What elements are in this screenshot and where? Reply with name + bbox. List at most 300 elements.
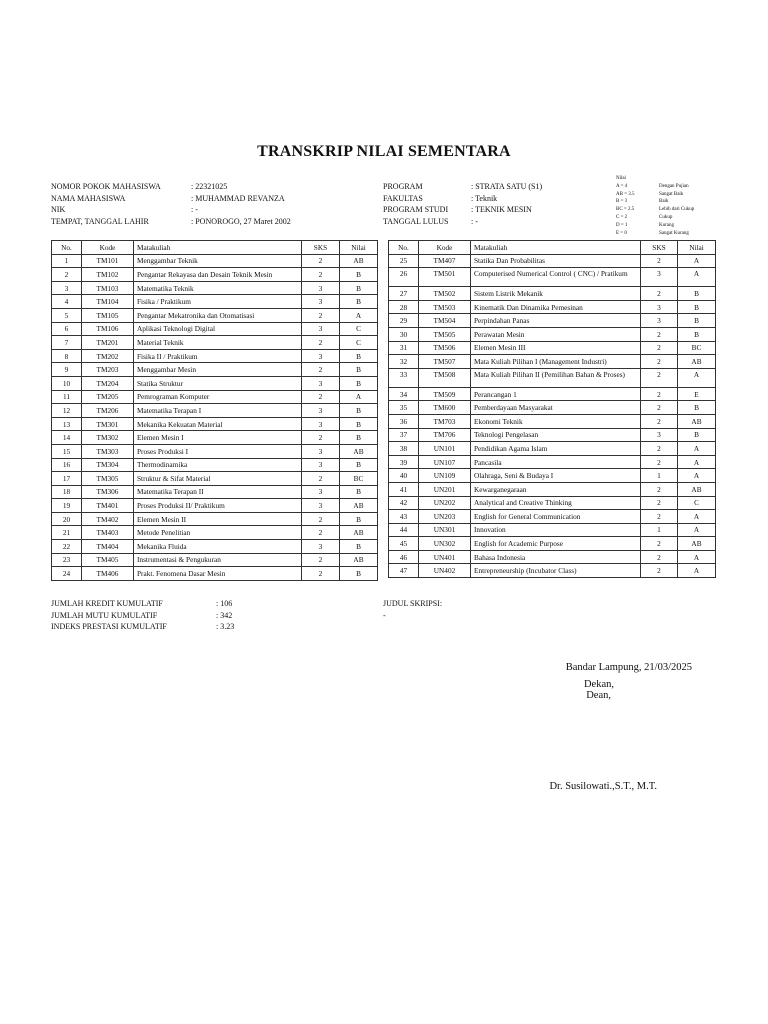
cell-nilai: AB (678, 537, 716, 551)
cell-matakuliah: Pancasila (471, 455, 641, 469)
cell-sks: 2 (302, 308, 340, 322)
table-row (52, 268, 378, 282)
summary-row (51, 621, 234, 633)
col-header-sks: SKS (641, 241, 678, 255)
info-value: : PONOROGO, 27 Maret 2002 (191, 216, 291, 226)
cell-no: 6 (52, 322, 82, 336)
cell-matakuliah: Pemberdayaan Masyarakat (471, 401, 641, 415)
table-row (52, 281, 378, 295)
info-value: : STRATA SATU (S1) (471, 182, 543, 191)
cell-kode: TM501 (419, 268, 471, 287)
cell-kode: UN401 (419, 550, 471, 564)
grade-legend (616, 175, 694, 237)
table-row (389, 496, 716, 510)
signature-role-id: Dekan, (583, 679, 614, 690)
cell-sks: 3 (302, 417, 340, 431)
student-info-left (51, 181, 351, 227)
cell-no: 38 (389, 442, 419, 456)
col-header-sks: SKS (302, 241, 340, 255)
cell-matakuliah: Pendidikan Agama Islam (471, 442, 641, 456)
cell-no: 10 (52, 376, 82, 390)
info-row (51, 193, 351, 205)
legend-grade: AB = 3.5 (616, 191, 635, 197)
cell-matakuliah: English for General Communication (471, 510, 641, 524)
cell-sks: 2 (641, 550, 678, 564)
table-row (389, 300, 716, 314)
cell-sks: 3 (302, 349, 340, 363)
cell-sks: 3 (302, 458, 340, 472)
cell-matakuliah: Analytical and Creative Thinking (471, 496, 641, 510)
cell-no: 8 (52, 349, 82, 363)
legend-grade: A = 4 (616, 183, 628, 189)
cell-kode: UN109 (419, 469, 471, 483)
cell-no: 30 (389, 327, 419, 341)
table-row (389, 523, 716, 537)
summary-label: JUMLAH MUTU KUMULATIF (51, 610, 158, 620)
cell-kode: UN202 (419, 496, 471, 510)
cell-no: 41 (389, 482, 419, 496)
info-value: : MUHAMMAD REVANZA (191, 193, 285, 203)
cell-matakuliah: Pemrograman Komputer (134, 390, 302, 404)
cell-no: 27 (389, 287, 419, 301)
table-row (389, 537, 716, 551)
cell-kode: TM102 (82, 268, 134, 282)
cell-no: 4 (52, 295, 82, 309)
cell-nilai: C (340, 322, 378, 336)
cell-kode: TM302 (82, 431, 134, 445)
cell-kode: UN302 (419, 537, 471, 551)
info-row (383, 181, 611, 193)
cell-kode: TM503 (419, 300, 471, 314)
cell-kode: TM203 (82, 363, 134, 377)
summary-value: : 3.23 (216, 622, 235, 631)
cell-nilai: AB (340, 499, 378, 513)
cell-matakuliah: Statika Dan Probabilitas (471, 254, 641, 268)
table-row (389, 387, 716, 401)
cell-nilai: B (340, 349, 378, 363)
table-row (389, 254, 716, 268)
cell-no: 9 (52, 363, 82, 377)
cell-nilai: B (340, 281, 378, 295)
cell-matakuliah: Kinematik Dan Dinamika Pemesinan (471, 300, 641, 314)
table-row (52, 390, 378, 404)
cell-matakuliah: Mekanika Kekuatan Material (134, 417, 302, 431)
cell-kode: TM103 (82, 281, 134, 295)
legend-row (616, 198, 694, 206)
cell-no: 15 (52, 444, 82, 458)
info-label: FAKULTAS (383, 193, 423, 203)
cell-no: 5 (52, 308, 82, 322)
cell-nilai: A (678, 455, 716, 469)
cell-matakuliah: Statika Struktur (134, 376, 302, 390)
summary-value: : 342 (216, 610, 233, 620)
cell-matakuliah: Perancangan 1 (471, 387, 641, 401)
summary-row (51, 610, 234, 622)
legend-desc: Lebih dari Cukup (659, 207, 695, 213)
cell-no: 34 (389, 387, 419, 401)
cell-sks: 2 (302, 431, 340, 445)
cell-nilai: A (678, 268, 716, 287)
cell-sks: 2 (641, 355, 678, 369)
cell-kode: TM706 (419, 428, 471, 442)
legend-grade: BC = 2.5 (616, 207, 635, 213)
cell-kode: TM509 (419, 387, 471, 401)
cell-kode: UN203 (419, 510, 471, 524)
cell-no: 7 (52, 336, 82, 350)
cell-matakuliah: Pengantar Rekayasa dan Desain Teknik Mesin (134, 268, 302, 282)
cell-nilai: A (678, 564, 716, 578)
courses-table-right (388, 240, 716, 578)
cell-no: 33 (389, 368, 419, 387)
cell-nilai: E (678, 387, 716, 401)
cell-sks: 2 (302, 553, 340, 567)
cell-nilai: B (340, 431, 378, 445)
signature-place-date: Bandar Lampung, 21/03/2025 (565, 662, 692, 673)
legend-desc: Kurang (659, 222, 674, 228)
cell-sks: 3 (302, 281, 340, 295)
legend-row (616, 222, 694, 230)
cell-no: 24 (52, 567, 82, 581)
cell-sks: 2 (302, 268, 340, 282)
cell-matakuliah: Proses Produksi I (134, 444, 302, 458)
cell-nilai: C (340, 336, 378, 350)
cell-no: 44 (389, 523, 419, 537)
table-row (389, 401, 716, 415)
legend-heading: Nilai (616, 176, 626, 181)
cell-matakuliah: Material Teknik (134, 336, 302, 350)
cell-no: 32 (389, 355, 419, 369)
summary-label: INDEKS PRESTASI KUMULATIF (51, 622, 167, 631)
cell-no: 23 (52, 553, 82, 567)
cell-sks: 3 (302, 404, 340, 418)
info-row (51, 216, 351, 228)
cell-nilai: AB (678, 482, 716, 496)
cell-sks: 2 (641, 401, 678, 415)
cell-sks: 2 (641, 254, 678, 268)
cell-matakuliah: Menggambar Mesin (134, 363, 302, 377)
info-label: NOMOR POKOK MAHASISWA (51, 182, 161, 191)
cell-sks: 2 (641, 368, 678, 387)
cell-kode: TM600 (419, 401, 471, 415)
cell-nilai: BC (678, 341, 716, 355)
cell-matakuliah: Perawatan Mesin (471, 327, 641, 341)
cell-matakuliah: Elemen Mesin I (134, 431, 302, 445)
cell-nilai: A (678, 523, 716, 537)
cell-nilai: B (678, 428, 716, 442)
info-value: : Teknik (471, 193, 498, 203)
cell-no: 19 (52, 499, 82, 513)
legend-desc: Baik (659, 199, 669, 205)
legend-row (616, 191, 694, 199)
cell-kode: TM304 (82, 458, 134, 472)
cell-kode: TM502 (419, 287, 471, 301)
cell-nilai: A (678, 442, 716, 456)
cell-matakuliah: Innovation (471, 523, 641, 537)
cell-matakuliah: Mata Kuliah Pilihan I (Management Industri) (471, 355, 641, 369)
cell-matakuliah: Prakt. Fenomena Dasar Mesin (134, 567, 302, 581)
cell-no: 35 (389, 401, 419, 415)
table-row (52, 444, 378, 458)
legend-row (616, 183, 694, 191)
cell-nilai: AB (678, 414, 716, 428)
table-row (389, 428, 716, 442)
cell-sks: 3 (641, 268, 678, 287)
cell-nilai: C (678, 496, 716, 510)
cell-no: 18 (52, 485, 82, 499)
table-row (52, 553, 378, 567)
cell-matakuliah: Matematika Teknik (134, 281, 302, 295)
cell-sks: 2 (302, 336, 340, 350)
cell-sks: 2 (641, 341, 678, 355)
summary-value: : 106 (216, 599, 233, 608)
cell-kode: UN301 (419, 523, 471, 537)
courses-table-left (51, 240, 378, 581)
cell-nilai: A (340, 390, 378, 404)
table-header-row (52, 241, 378, 255)
cell-sks: 2 (641, 537, 678, 551)
col-header-nilai: Nilai (340, 241, 378, 255)
cell-kode: TM506 (419, 341, 471, 355)
cell-sks: 3 (302, 485, 340, 499)
cell-sks: 3 (302, 295, 340, 309)
legend-desc: Sangat Baik (659, 191, 684, 197)
cell-no: 46 (389, 550, 419, 564)
cell-sks: 2 (641, 564, 678, 578)
table-row (52, 336, 378, 350)
legend-row (616, 206, 694, 214)
cell-no: 12 (52, 404, 82, 418)
cell-nilai: AB (340, 553, 378, 567)
table-row (389, 314, 716, 328)
cell-sks: 3 (302, 499, 340, 513)
table-row (389, 550, 716, 564)
cell-kode: UN402 (419, 564, 471, 578)
cell-no: 14 (52, 431, 82, 445)
summary-row (51, 598, 234, 610)
cell-matakuliah: Bahasa Indonesia (471, 550, 641, 564)
cell-nilai: B (340, 540, 378, 554)
cell-matakuliah: English for Academic Purpose (471, 537, 641, 551)
cell-nilai: B (678, 300, 716, 314)
cell-no: 29 (389, 314, 419, 328)
cell-matakuliah: Proses Produksi II/ Praktikum (134, 499, 302, 513)
col-header-matakuliah: Matakuliah (134, 241, 302, 255)
cell-sks: 2 (641, 510, 678, 524)
cell-no: 25 (389, 254, 419, 268)
cell-kode: UN101 (419, 442, 471, 456)
cell-matakuliah: Elemen Mesin III (471, 341, 641, 355)
cell-nilai: A (678, 550, 716, 564)
cell-matakuliah: Mekanika Fluida (134, 540, 302, 554)
cell-kode: TM403 (82, 526, 134, 540)
cell-sks: 2 (641, 287, 678, 301)
cell-sks: 2 (302, 526, 340, 540)
cell-no: 43 (389, 510, 419, 524)
cell-matakuliah: Teknologi Pengelasan (471, 428, 641, 442)
cell-no: 40 (389, 469, 419, 483)
cell-no: 42 (389, 496, 419, 510)
cell-kode: TM104 (82, 295, 134, 309)
cell-no: 11 (52, 390, 82, 404)
cell-nilai: B (340, 485, 378, 499)
cell-kode: TM106 (82, 322, 134, 336)
table-header-row (389, 241, 716, 255)
cell-nilai: B (678, 314, 716, 328)
cell-kode: UN107 (419, 455, 471, 469)
info-row (51, 181, 351, 193)
cell-kode: TM301 (82, 417, 134, 431)
signature-name: Dr. Susilowati.,S.T., M.T. (549, 781, 657, 792)
thesis-value: - (383, 610, 386, 620)
legend-desc: Cukup (659, 214, 673, 220)
cell-kode: TM407 (419, 254, 471, 268)
table-row (52, 376, 378, 390)
cell-matakuliah: Matematika Terapan I (134, 404, 302, 418)
table-row (52, 322, 378, 336)
cell-kode: TM205 (82, 390, 134, 404)
cell-kode: TM507 (419, 355, 471, 369)
col-header-matakuliah: Matakuliah (471, 241, 641, 255)
cell-nilai: AB (340, 254, 378, 268)
cell-no: 17 (52, 472, 82, 486)
cell-sks: 2 (641, 327, 678, 341)
cell-matakuliah: Aplikasi Teknologi Digital (134, 322, 302, 336)
cell-no: 36 (389, 414, 419, 428)
cell-kode: UN201 (419, 482, 471, 496)
cell-sks: 2 (641, 414, 678, 428)
legend-row (616, 214, 694, 222)
cell-matakuliah: Olahraga, Seni & Budaya I (471, 469, 641, 483)
table-row (52, 363, 378, 377)
signature-role-en: Dean, (586, 690, 611, 701)
cell-no: 3 (52, 281, 82, 295)
table-row (389, 564, 716, 578)
cell-sks: 2 (302, 254, 340, 268)
table-row (52, 567, 378, 581)
cell-nilai: A (678, 469, 716, 483)
legend-desc: Sangat Kurang (659, 230, 689, 236)
table-row (52, 526, 378, 540)
cell-kode: TM105 (82, 308, 134, 322)
cell-kode: TM401 (82, 499, 134, 513)
table-row (389, 268, 716, 287)
cell-nilai: B (340, 512, 378, 526)
cell-sks: 2 (302, 472, 340, 486)
cell-no: 2 (52, 268, 82, 282)
cell-no: 22 (52, 540, 82, 554)
info-label: NAMA MAHASISWA (51, 193, 126, 203)
table-row (389, 469, 716, 483)
courses-left-body (52, 254, 378, 580)
cell-kode: TM204 (82, 376, 134, 390)
col-header-kode: Kode (419, 241, 471, 255)
table-row (389, 414, 716, 428)
cell-kode: TM404 (82, 540, 134, 554)
cell-nilai: AB (678, 355, 716, 369)
cell-nilai: A (340, 308, 378, 322)
cell-kode: TM202 (82, 349, 134, 363)
cell-nilai: B (340, 567, 378, 581)
cell-matakuliah: Metode Penelitian (134, 526, 302, 540)
cell-no: 47 (389, 564, 419, 578)
table-row (389, 341, 716, 355)
cell-matakuliah: Thermodinamika (134, 458, 302, 472)
table-row (52, 404, 378, 418)
cell-kode: TM101 (82, 254, 134, 268)
legend-grade: C = 2 (616, 214, 628, 220)
table-row (52, 417, 378, 431)
cell-sks: 2 (641, 442, 678, 456)
cell-sks: 3 (641, 300, 678, 314)
table-row (389, 355, 716, 369)
cell-nilai: B (340, 295, 378, 309)
student-info-right (383, 181, 611, 227)
cell-matakuliah: Sistem Listrik Mekanik (471, 287, 641, 301)
cell-sks: 2 (641, 387, 678, 401)
cell-no: 28 (389, 300, 419, 314)
info-value: : TEKNIK MESIN (471, 205, 532, 214)
cell-kode: TM406 (82, 567, 134, 581)
info-label: PROGRAM (383, 182, 423, 191)
cell-matakuliah: Computerised Numerical Control ( CNC) / Pratikum (471, 268, 641, 287)
cell-nilai: BC (340, 472, 378, 486)
cell-sks: 3 (302, 376, 340, 390)
cell-nilai: A (678, 510, 716, 524)
col-header-kode: Kode (82, 241, 134, 255)
cell-nilai: B (340, 268, 378, 282)
info-label: NIK (51, 205, 66, 214)
cell-matakuliah: Elemen Mesin II (134, 512, 302, 526)
cell-nilai: B (678, 287, 716, 301)
cell-sks: 2 (302, 567, 340, 581)
table-row (389, 327, 716, 341)
cell-matakuliah: Fisika / Praktikum (134, 295, 302, 309)
page-title: TRANSKRIP NILAI SEMENTARA (257, 143, 511, 160)
cell-sks: 3 (302, 322, 340, 336)
table-row (52, 485, 378, 499)
cell-kode: TM402 (82, 512, 134, 526)
table-row (52, 254, 378, 268)
cell-kode: TM201 (82, 336, 134, 350)
cell-sks: 2 (302, 512, 340, 526)
info-row (383, 216, 611, 228)
cell-kode: TM505 (419, 327, 471, 341)
table-row (52, 499, 378, 513)
info-row (51, 204, 351, 216)
cell-nilai: B (340, 363, 378, 377)
info-row (383, 204, 611, 216)
cell-no: 37 (389, 428, 419, 442)
cell-sks: 2 (641, 455, 678, 469)
cell-matakuliah: Entrepreneurship (Incubator Class) (471, 564, 641, 578)
cell-nilai: A (678, 254, 716, 268)
cell-no: 20 (52, 512, 82, 526)
cell-nilai: B (678, 327, 716, 341)
legend-grade: B = 3 (616, 199, 628, 205)
cell-no: 21 (52, 526, 82, 540)
summary-block (51, 598, 234, 633)
cell-matakuliah: Ekonomi Teknik (471, 414, 641, 428)
cell-kode: TM206 (82, 404, 134, 418)
info-value: : 22321025 (191, 182, 228, 191)
table-row (52, 295, 378, 309)
cell-kode: TM508 (419, 368, 471, 387)
table-row (389, 482, 716, 496)
cell-sks: 1 (641, 523, 678, 537)
legend-grade: D = 1 (616, 222, 628, 228)
col-header-no: No. (389, 241, 419, 255)
cell-kode: TM703 (419, 414, 471, 428)
